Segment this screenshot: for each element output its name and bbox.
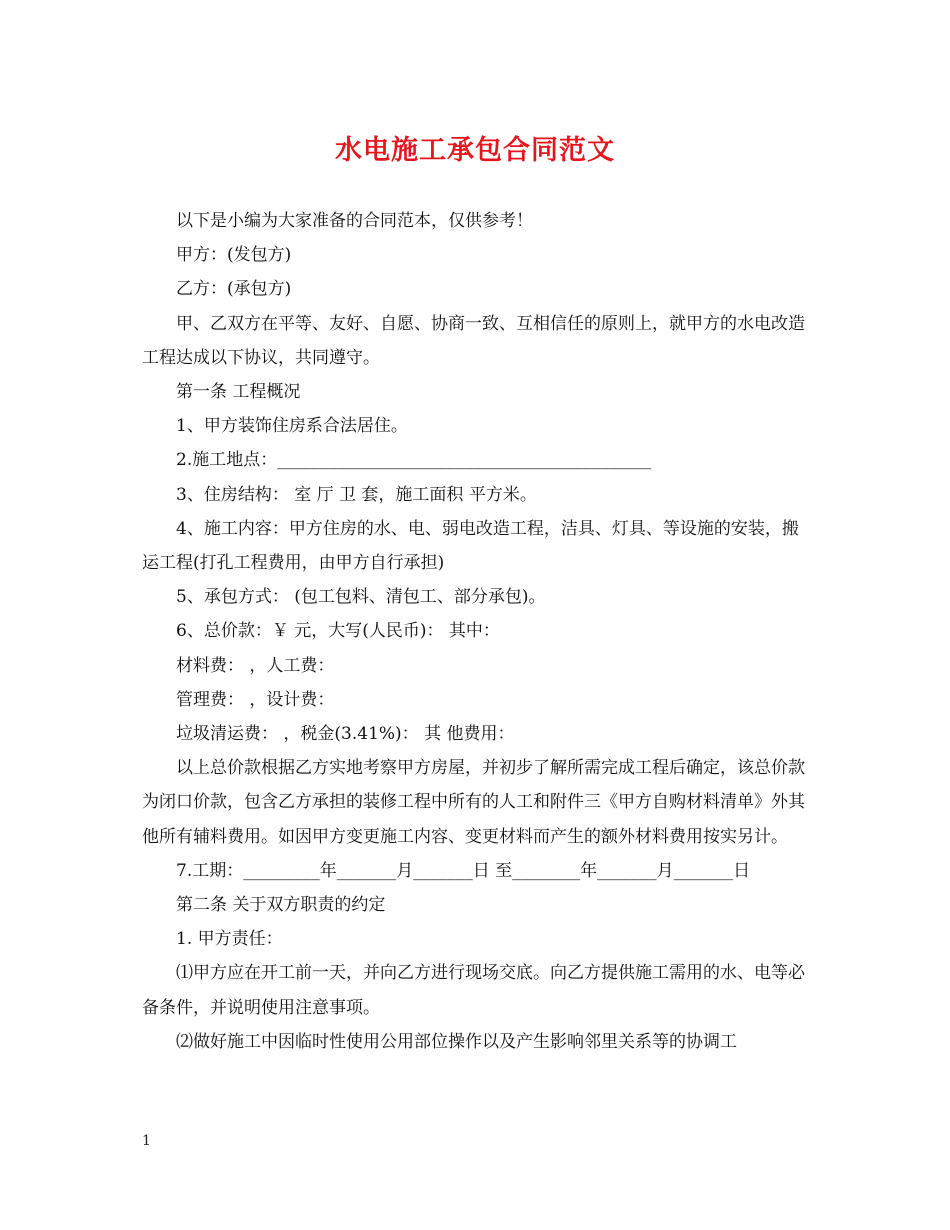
section-heading-2: 第二条 关于双方职责的约定 — [176, 895, 386, 916]
fee-line-waste: 垃圾清运费： ，税金(3.41%)： 其 他费用： — [176, 724, 515, 745]
clause-1-1: 1、甲方装饰住房系合法居住。 — [176, 416, 408, 437]
fee-line-management: 管理费： ，设计费： — [176, 689, 335, 710]
clause-1-3: 3、住房结构： 室 厅 卫 套，施工面积 平方米。 — [176, 484, 537, 505]
clause-2-1-1: ⑴甲方应在开工前一天，并向乙方进行现场交底。向乙方提供施工需用的水、电等必备条件，并说明使用注意事项。 — [142, 963, 805, 1018]
paragraph-party-a: 甲方：(发包方) — [176, 245, 292, 266]
clause-2-1-2: ⑵做好施工中因临时性使用公用部位操作以及产生影响邻里关系等的协调工 — [176, 1031, 737, 1052]
section-heading-1: 第一条 工程概况 — [176, 382, 301, 403]
paragraph-total-price: 以上总价款根据乙方实地考察甲方房屋，并初步了解所需完成工程后确定，该总价款为闭口价款，包含乙方承担的装修工程中所有的人工和附件三《甲方自购材料清单》外其他所有辅料费用。如因甲方变更施工内容、变更材料而产生的额外材料费用按实另计。 — [142, 758, 805, 847]
clause-1-2: 2.施工地点：____________________________________________ — [176, 450, 652, 471]
paragraph-intro: 以下是小编为大家准备的合同范本，仅供参考！ — [176, 211, 533, 231]
clause-1-7: 7.工期：_________年_______月_______日 至________年_______月_______日 — [176, 860, 751, 881]
paragraph-agreement: 甲、乙双方在平等、友好、自愿、协商一致、互相信任的原则上，就甲方的水电改造工程达成以下协议，共同遵守。 — [142, 313, 805, 368]
paragraph-party-b: 乙方：(承包方) — [176, 279, 292, 300]
fee-line-material: 材料费： ，人工费： — [176, 655, 335, 676]
clause-1-5: 5、承包方式： (包工包料、清包工、部分承包)。 — [176, 587, 546, 608]
page-number: 1 — [142, 1133, 151, 1149]
document-body — [142, 204, 812, 1059]
clause-1-4: 4、施工内容：甲方住房的水、电、弱电改造工程，洁具、灯具、等设施的安装，搬运工程(打孔工程费用，由甲方自行承担) — [142, 518, 799, 574]
document-title: 水电施工承包合同范文 — [335, 135, 615, 166]
clause-1-6: 6、总价款：￥ 元，大写(人民币)： 其中： — [176, 621, 500, 642]
clause-2-1: 1. 甲方责任： — [176, 929, 283, 950]
